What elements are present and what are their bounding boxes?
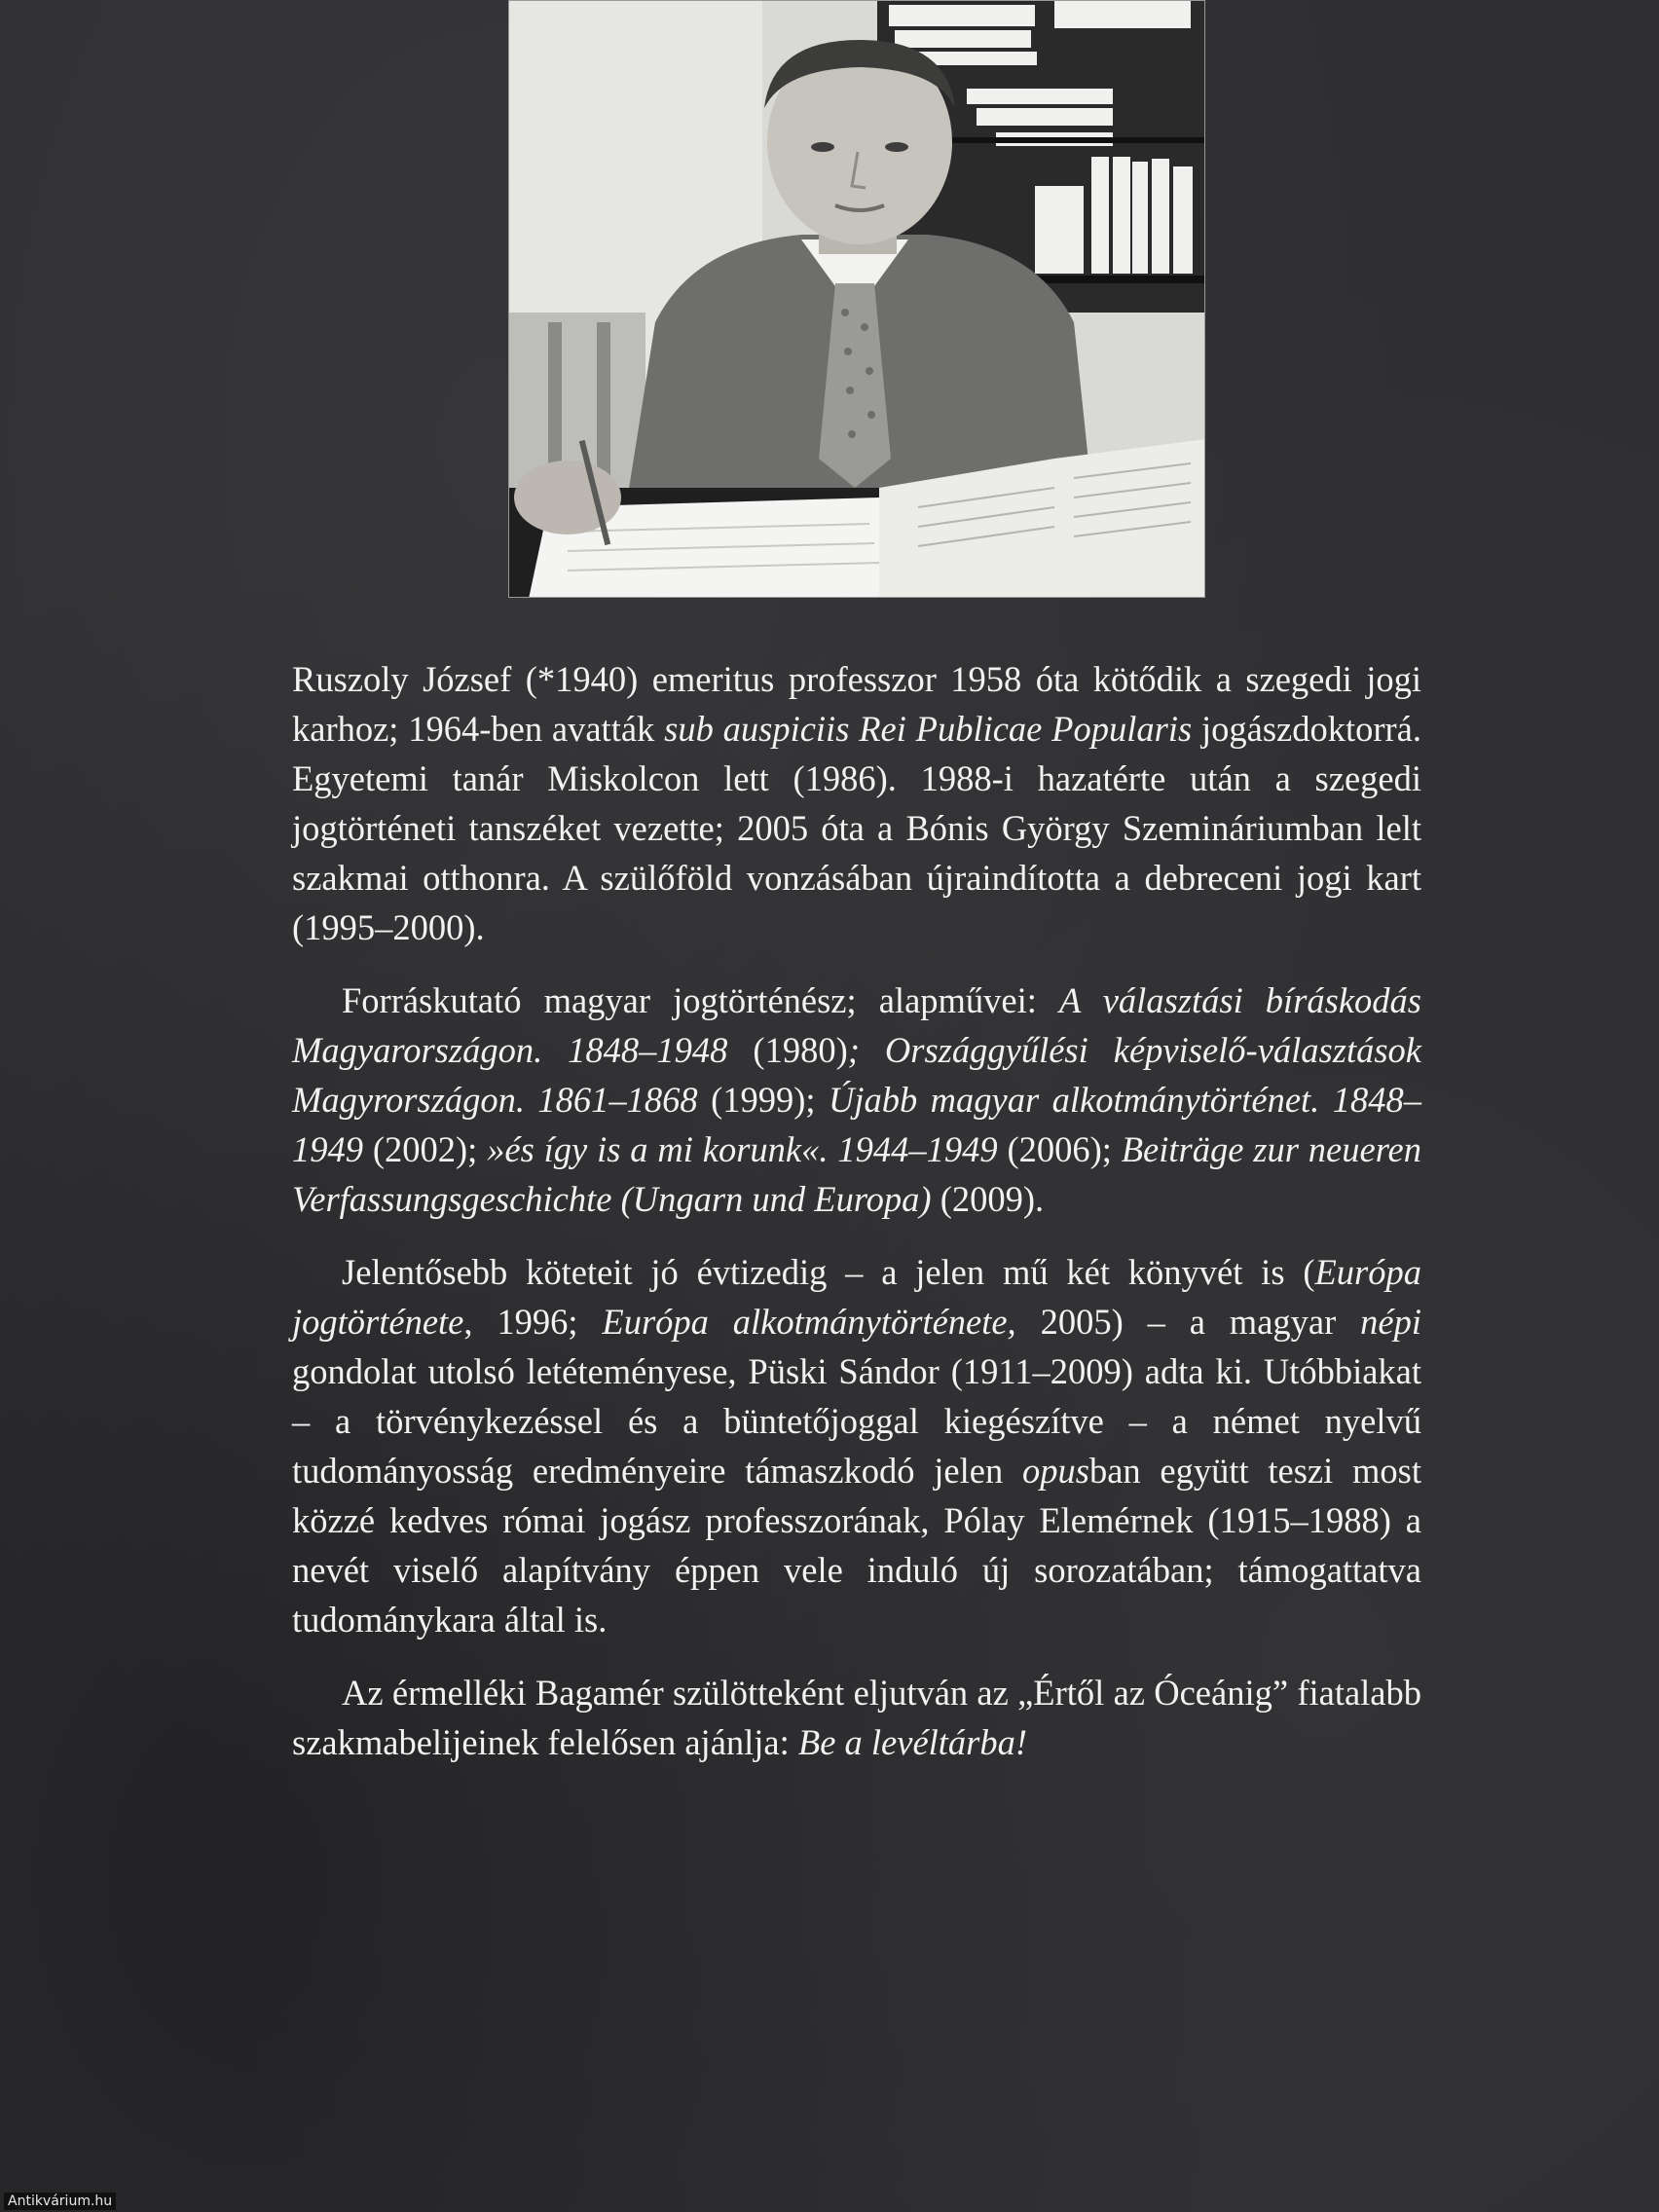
italic-title: Európa alkotmánytörténete, [602, 1302, 1016, 1342]
text-run: Forráskutató magyar jogtörténész; alapművei: [342, 980, 1059, 1020]
text-run: (2002); [363, 1129, 488, 1169]
text-run: jogászdoktorrá. Egyetemi tanár Miskolcon lett (1986). 1988-i hazatérte után a szegedi jogtörténeti tanszéket vezette; 2005 óta a Bónis György Szemináriumban lelt szakmai otthonra. A szülőföld vonzásában újraindította a debreceni jogi kart (1995–2000). [292, 709, 1421, 947]
watermark: Antikvárium.hu [4, 2193, 116, 2210]
text-run: (2009). [931, 1179, 1045, 1219]
text-run: Jelentősebb köteteit jó évtizedig – a jelen mű két könyvét is ( [342, 1252, 1315, 1292]
portrait-illustration [509, 1, 1205, 598]
text-run: Ruszoly József (*1940) emeritus professzor 1958 óta kötődik a szegedi jogi karhoz; 1964-ben avatták [292, 659, 1421, 749]
text-run: ban együtt teszi most közzé kedves római jogász professzorának, Pólay Elemérnek (1915–1988) a nevét viselő alapítvány éppen vele induló új sorozatában; támogattatva tudománykara által is. [292, 1451, 1421, 1640]
bio-paragraph-4 [292, 1668, 1421, 1767]
author-biography [292, 654, 1421, 1790]
italic-title: opus [1021, 1451, 1089, 1491]
text-run: 2005) – a magyar [1015, 1302, 1361, 1342]
italic-title: »és így is a mi korunk«. 1944–1949 [487, 1129, 998, 1169]
author-portrait-photo [508, 0, 1205, 598]
text-run: Az érmelléki Bagamér szülötteként eljutván az „Értől az Óceánig” fiatalabb szakmabelijeinek felelősen ajánlja: [292, 1673, 1421, 1762]
italic-title: Be a levéltárba! [797, 1722, 1028, 1762]
text-run: gondolat utolsó letéteményese, Püski Sándor (1911–2009) adta ki. Utóbbiakat – a törvénykezéssel és a büntetőjoggal kiegészítve – a német nyelvű tudományosság eredményeire támaszkodó jelen [292, 1351, 1421, 1491]
italic-title: Újabb magyar alkotmánytörténet. 1848–1949 [292, 1080, 1421, 1169]
bio-paragraph-3 [292, 1247, 1421, 1644]
bio-paragraph-2 [292, 976, 1421, 1224]
italic-title: Beiträge zur neueren Verfassungsgeschichte (Ungarn und Europa) [292, 1129, 1421, 1219]
text-run: (1999); [697, 1080, 829, 1120]
italic-title: A választási bíráskodás Magyarországon. 1848–1948 [292, 980, 1422, 1070]
italic-title: sub auspiciis Rei Publicae Popularis [664, 709, 1193, 749]
italic-title: népi [1360, 1302, 1421, 1342]
text-run: , 1996; [463, 1302, 603, 1342]
italic-title: ; Országgyűlési képviselő-választások Magyrországon. 1861–1868 [292, 1030, 1421, 1120]
italic-title: Európa jogtörténete [292, 1252, 1421, 1342]
text-run: (1980) [727, 1030, 848, 1070]
bio-paragraph-1 [292, 654, 1421, 952]
text-run: (2006); [997, 1129, 1122, 1169]
